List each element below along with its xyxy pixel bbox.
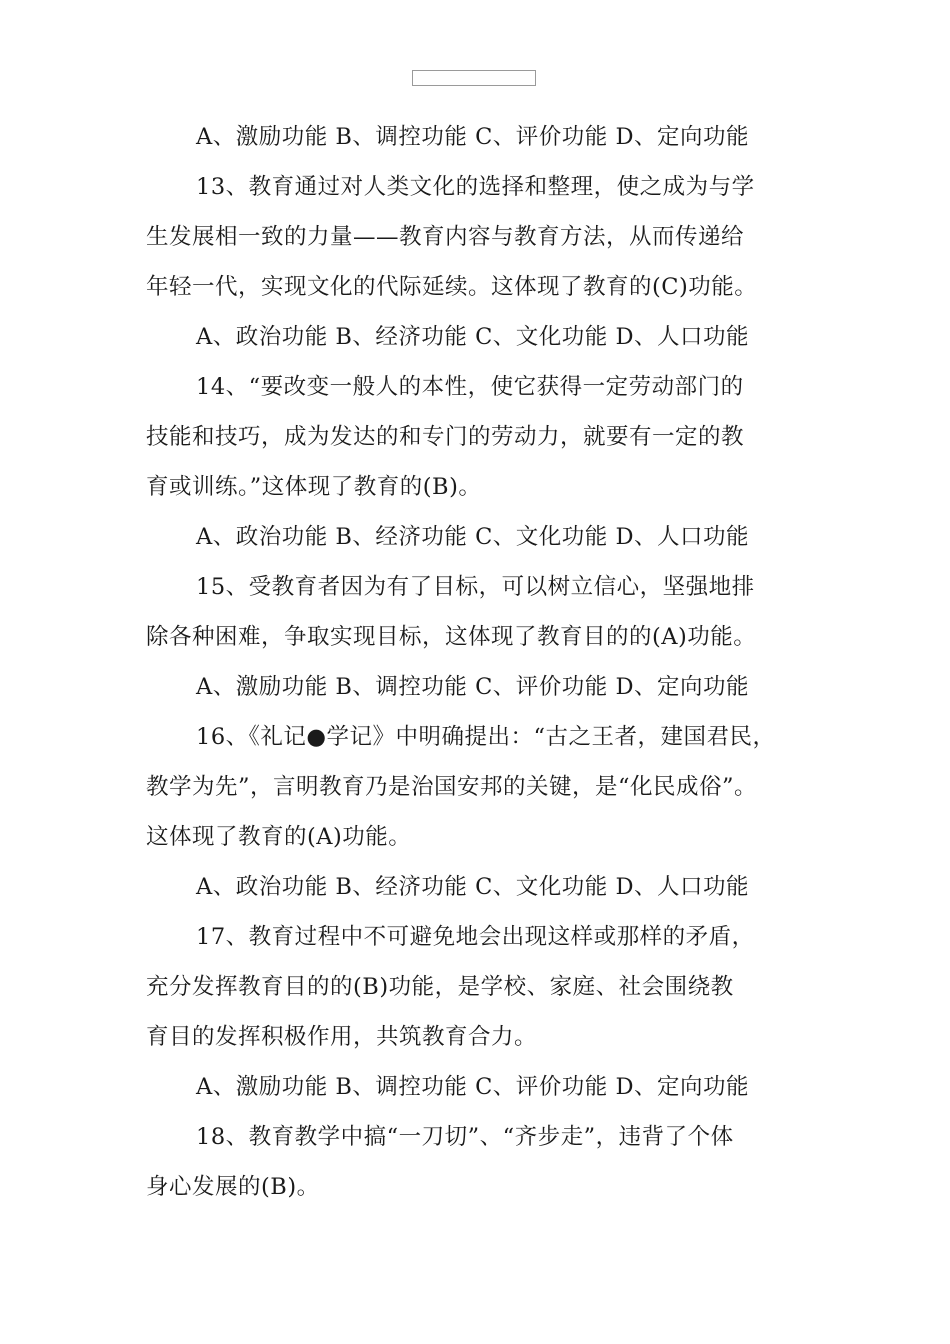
- text-line: 技能和技巧，成为发达的和专门的劳动力，就要有一定的教: [146, 424, 745, 450]
- text-line: A、政治功能 B、经济功能 C、文化功能 D、人口功能: [196, 524, 749, 550]
- text-line: A、政治功能 B、经济功能 C、文化功能 D、人口功能: [196, 874, 749, 900]
- text-line: 18、教育教学中搞“一刀切”、“齐步走”，违背了个体: [196, 1124, 734, 1150]
- page-header-box: [412, 70, 536, 86]
- text-line: 生发展相一致的力量——教育内容与教育方法，从而传递给: [146, 224, 745, 250]
- text-line: 育或训练。”这体现了教育的(B)。: [146, 474, 482, 500]
- text-line: 13、教育通过对人类文化的选择和整理，使之成为与学: [196, 174, 755, 200]
- text-line: A、政治功能 B、经济功能 C、文化功能 D、人口功能: [196, 324, 749, 350]
- text-line: 这体现了教育的(A)功能。: [146, 824, 412, 850]
- text-line: A、激励功能 B、调控功能 C、评价功能 D、定向功能: [196, 674, 749, 700]
- text-line: 身心发展的(B)。: [146, 1174, 320, 1200]
- text-line: 年轻一代，实现文化的代际延续。这体现了教育的(C)功能。: [146, 274, 758, 300]
- text-line: 15、受教育者因为有了目标，可以树立信心，坚强地排: [196, 574, 755, 600]
- text-line: A、激励功能 B、调控功能 C、评价功能 D、定向功能: [196, 1074, 749, 1100]
- document-body: [146, 112, 826, 1212]
- text-line: 充分发挥教育目的的(B)功能，是学校、家庭、社会围绕教: [146, 974, 734, 1000]
- text-line: A、激励功能 B、调控功能 C、评价功能 D、定向功能: [196, 124, 749, 150]
- text-line: 17、教育过程中不可避免地会出现这样或那样的矛盾，: [196, 924, 755, 950]
- text-line: 除各种困难，争取实现目标，这体现了教育目的的(A)功能。: [146, 624, 757, 650]
- text-line: 14、“要改变一般人的本性，使它获得一定劳动部门的: [196, 374, 744, 400]
- text-line: 教学为先”，言明教育乃是治国安邦的关键，是“化民成俗”。: [146, 774, 758, 800]
- text-line: 育目的发挥积极作用，共筑教育合力。: [146, 1024, 538, 1050]
- text-line: 16、《礼记●学记》中明确提出：“古之王者，建国君民，: [196, 724, 776, 750]
